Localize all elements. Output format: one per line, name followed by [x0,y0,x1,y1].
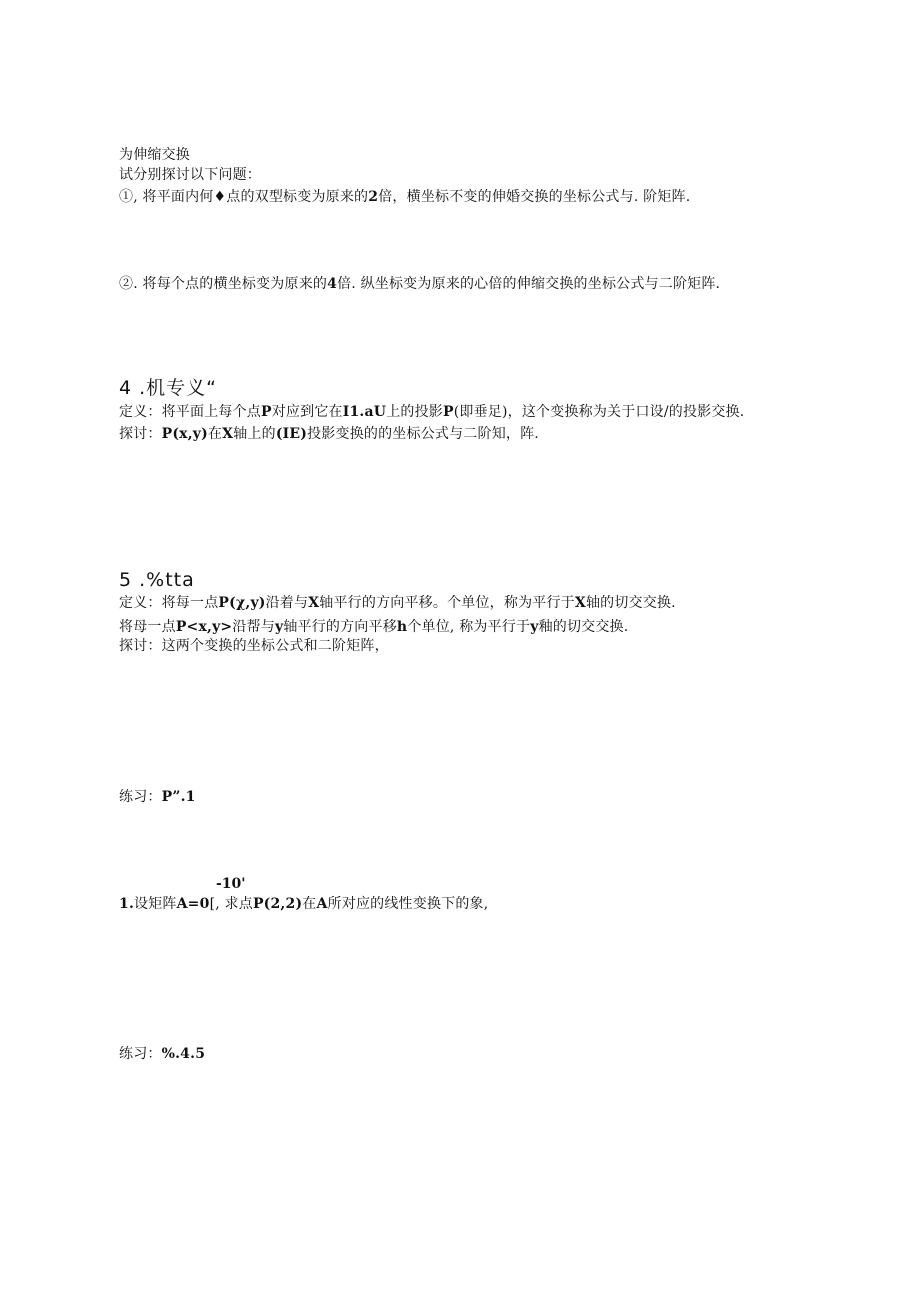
section5-def1-text-e: 轴平行的方向平移。个单位，称为平行于 [319,595,575,611]
section5-def2-point: P<x,y> [175,619,233,635]
section5-definition-1 [119,594,676,612]
exercise-1-ref: P”.1 [161,789,196,805]
problem-1-number: 1. [119,896,135,912]
section5-def1-text-a: 定义：将每一点 [119,595,219,611]
section4-definition [119,403,744,421]
section4-exp-text-g: 投影变换的的坐标公式与二阶知，阵. [307,426,539,442]
section4-exp-point: P(x,y) [161,426,208,442]
section4-exp-text-c: 在 [207,426,223,442]
section5-def1-axis-2: X [574,595,586,611]
section4-def-point-p: P [261,404,272,420]
section4-exp-text-e: 轴上的 [233,426,276,442]
section5-def2-axis: y [274,619,284,635]
problem-1-text-e: 在 [302,896,317,912]
section5-def2-text-c: 沿帮与 [232,619,275,635]
section4-def-text-a: 定义：将平面上每个点 [119,404,261,420]
section4-def-line-label: I1.aU [342,404,387,420]
exercise-2-ref: %.4.5 [161,1046,206,1062]
section4-def-projection-p: P [443,404,454,420]
section5-explore: 探讨：这两个变换的坐标公式和二阶矩阵， [119,638,389,654]
section5-def1-text-g: 轴的切交交换. [585,595,676,611]
problem-1-matrix-a: A [316,896,328,912]
section4-exp-axis: X [222,426,234,442]
section4-def-text-g: (即垂足)，这个变换称为关于口设/的投影交换. [453,404,745,420]
section4-def-text-c: 对应到它在 [271,404,343,420]
section5-def2-h: h [396,619,408,635]
exercise-1-label: 练习： [119,789,162,805]
problem-1-text-c: [, 求点 [209,896,253,912]
question-1 [119,188,690,206]
question-2 [119,275,720,293]
section5-def2-text-i: 釉的切交交换. [538,619,629,635]
section3-intro: 试分别探讨以下问题： [119,167,261,183]
problem-1-text-a: 设矩阵 [134,896,177,912]
question-2-text-c: 倍. 纵坐标变为原来的心倍的伸缩交换的坐标公式与二阶矩阵. [337,276,721,292]
section5-def2-text-e: 轴平行的方向平移 [283,619,397,635]
section5-def2-text-a: 将母一点 [119,619,176,635]
section5-def1-point: P(χ,y) [218,595,266,611]
section5-heading: 5 .%tta [119,569,195,591]
section4-explore [119,425,539,443]
problem-1-text-g: 所对应的线性变换下的象, [327,896,489,912]
exercise-2-label: 练习： [119,1046,162,1062]
section3-title-line: 为伸缩交换 [119,147,190,163]
question-1-number: 2 [368,189,379,205]
exercise-2 [119,1045,205,1063]
section4-exp-ie: (IE) [275,426,308,442]
question-2-text-a: ②. 将每个点的横坐标变为原来的 [119,276,328,292]
section5-def2-axis-2: y [530,619,539,635]
matrix-top-row: -10' [216,876,246,892]
section5-def1-axis: X [308,595,320,611]
problem-1-point: P(2,2) [252,896,303,912]
question-2-number: 4 [327,276,338,292]
section5-def2-text-g: 个单位, 称为平行于 [407,619,531,635]
section4-def-text-e: 上的投影 [386,404,443,420]
problem-1-matrix: A=0 [176,896,210,912]
section5-def1-text-c: 沿着与 [265,595,309,611]
section5-definition-2 [119,618,628,636]
exercise-1 [119,788,196,806]
question-1-text-c: 倍，横坐标不变的伸婚交换的坐标公式与. 阶矩阵. [378,189,691,205]
section4-exp-text-a: 探讨： [119,426,162,442]
problem-1 [119,895,488,913]
section4-heading: 4 .机专义“ [119,377,218,399]
question-1-text-a: ①, 将平面内何♦点的双型标变为原来的 [119,189,369,205]
